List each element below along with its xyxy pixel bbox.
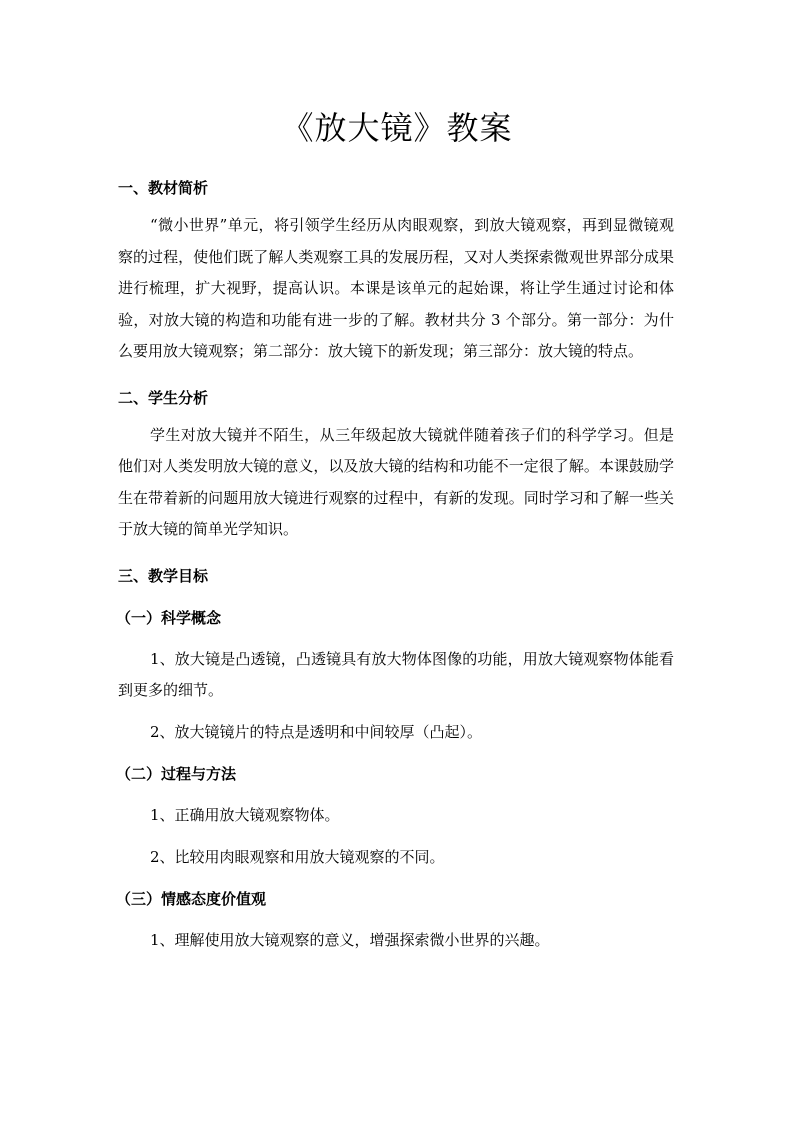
- section-paragraph-student-analysis: 学生对放大镜并不陌生，从三年级起放大镜就伴随着孩子们的科学学习。但是他们对人类发明放大镜的意义，以及放大镜的结构和功能不一定很了解。本课鼓励学生在带着新的问题用放大镜进行观察的过程中，有新的发现。同时学习和了解一些关于放大镜的简单光学知识。: [118, 425, 674, 538]
- document-body: [118, 172, 674, 957]
- section-heading-textbook-analysis: 一、教材简析: [118, 179, 209, 197]
- section-heading-teaching-goals: 三、教学目标: [118, 566, 209, 585]
- section-paragraph-textbook-analysis: “微小世界”单元，将引领学生经历从肉眼观察，到放大镜观察，再到显微镜观察的过程，使他们既了解人类观察工具的发展历程，又对人类探索微观世界部分成果进行梳理，扩大视野，提高认识。本课是该单元的起始课，将让学生通过讨论和体验，对放大镜的构造和功能有进一步的了解。教材共分 3 个部分。第一部分：为什么要用放大镜观察；第二部分：放大镜下的新发现；第三部分：放大镜的特点。: [118, 216, 674, 360]
- list-item: 2、比较用肉眼观察和用放大镜观察的不同。: [150, 847, 445, 866]
- section-heading-student-analysis: 二、学生分析: [118, 388, 209, 407]
- subsection-heading-process-methods: （二）过程与方法: [116, 765, 237, 783]
- list-item: 1、理解使用放大镜观察的意义，增强探索微小世界的兴趣。: [150, 931, 550, 949]
- list-item: 2、放大镜镜片的特点是透明和中间较厚（凸起）。: [150, 722, 483, 741]
- list-item: 1、放大镜是凸透镜，凸透镜具有放大物体图像的功能，用放大镜观察物体能看到更多的细节。: [118, 649, 674, 699]
- subsection-heading-science-concepts: （一）科学概念: [116, 608, 222, 627]
- document-title: 《放大镜》教案: [281, 109, 513, 147]
- subsection-heading-attitudes-values: （三）情感态度价值观: [116, 890, 267, 908]
- list-item: 1、正确用放大镜观察物体。: [150, 806, 340, 824]
